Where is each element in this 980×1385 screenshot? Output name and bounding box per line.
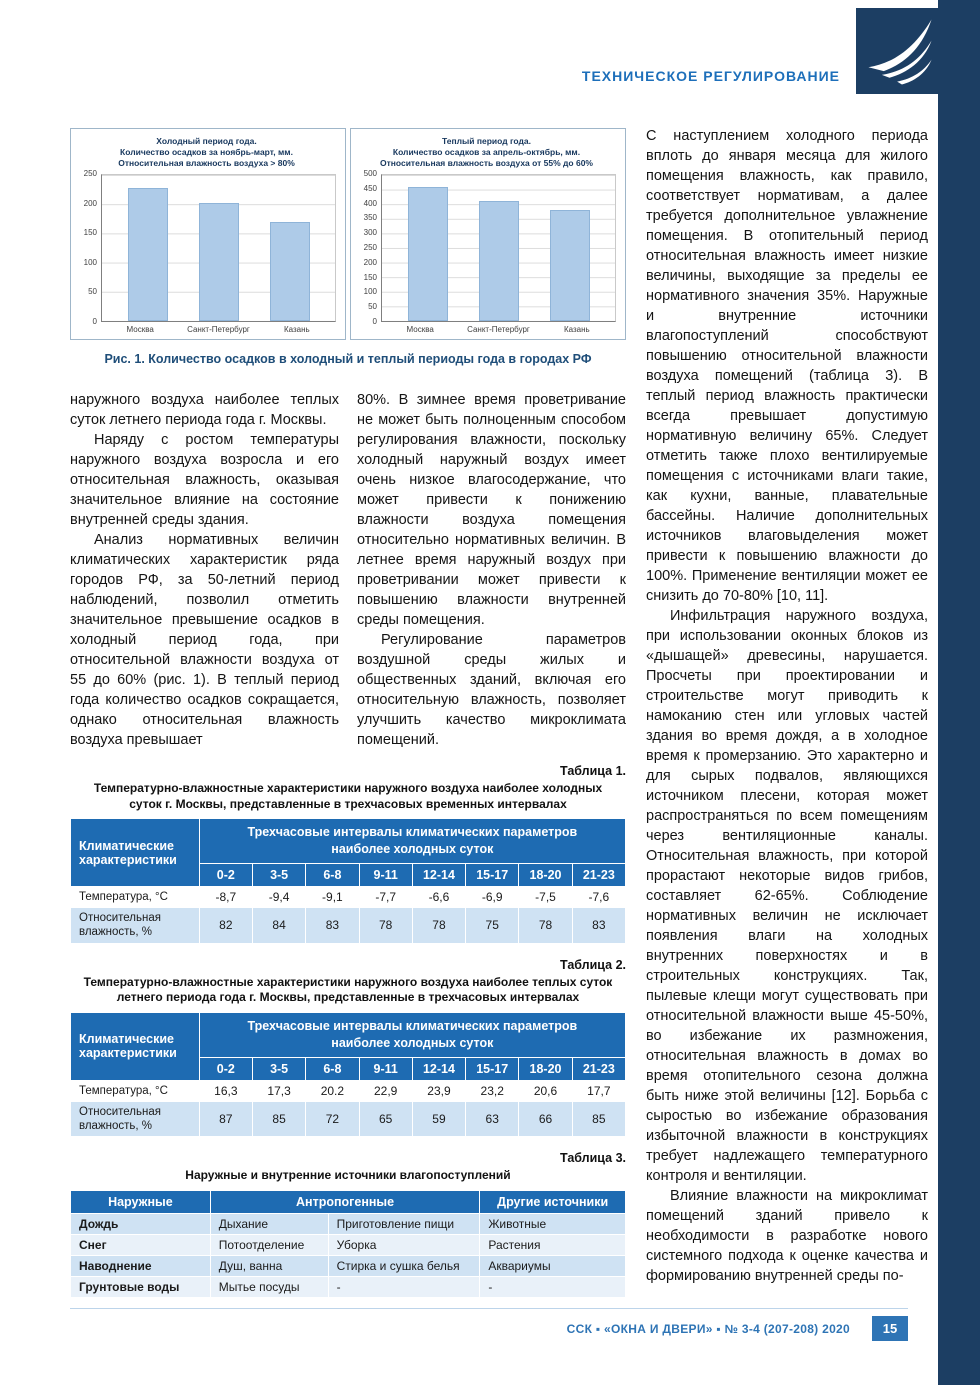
cell: 87 — [199, 1101, 252, 1137]
table-row — [71, 1255, 626, 1276]
interval-cell: 21-23 — [572, 863, 625, 886]
page-number-box: 15 — [872, 1316, 908, 1341]
cell: Наводнение — [71, 1255, 211, 1276]
table-1-label: Таблица 1. — [560, 764, 626, 778]
interval-cell: 21-23 — [572, 1057, 625, 1080]
x-axis — [357, 325, 616, 334]
interval-cell: 9-11 — [359, 863, 412, 886]
interval-cell: 6-8 — [306, 863, 359, 886]
chart-title-line: Относительная влажность воздуха от 55% до 60% — [379, 158, 593, 169]
bar — [199, 203, 239, 321]
row-label-cell: Относительная влажность, % — [71, 1101, 200, 1137]
y-tick-label: 150 — [363, 272, 377, 282]
bar — [408, 187, 448, 321]
table-2-title: Температурно-влажностные характеристики наружного воздуха наиболее теплых суток летнего периода года г. Москвы, представленные в трехчасовых интервалах — [83, 974, 613, 1005]
chart-title — [77, 136, 336, 169]
table-row — [71, 1080, 626, 1101]
y-tick-label: 0 — [92, 316, 97, 326]
cell: 85 — [252, 1101, 305, 1137]
interval-cell: 3-5 — [252, 863, 305, 886]
cell: Дождь — [71, 1213, 211, 1234]
plot-row — [357, 169, 616, 326]
cell: Стирка и сушка белья — [328, 1255, 480, 1276]
footer-credit: ССК ▪ «ОКНА И ДВЕРИ» ▪ № 3-4 (207-208) 2020 — [566, 1321, 850, 1336]
x-axis-label: Казань — [283, 325, 310, 334]
header-cell: Антропогенные — [210, 1190, 480, 1213]
interval-cell: 9-11 — [359, 1057, 412, 1080]
cell: Приготовление пищи — [328, 1213, 480, 1234]
chart-title-line: Количество осадков за апрель-октябрь, мм. — [392, 147, 581, 158]
cell: 85 — [572, 1101, 625, 1137]
cell: 78 — [359, 907, 412, 943]
y-tick-label: 100 — [363, 287, 377, 297]
table-row — [71, 886, 626, 907]
cell: 78 — [412, 907, 465, 943]
interval-cell: 18-20 — [519, 863, 572, 886]
body-columns — [70, 390, 626, 750]
y-tick-label: 0 — [372, 316, 377, 326]
cell: 75 — [466, 907, 519, 943]
y-tick-label: 400 — [363, 198, 377, 208]
cell: 22,9 — [359, 1080, 412, 1101]
chart-title-line: Теплый период года. — [442, 136, 531, 146]
group-header-cell: Трехчасовые интервалы климатических параметров наиболее холодных суток — [199, 1012, 625, 1057]
cell: 83 — [572, 907, 625, 943]
text-column-2 — [357, 390, 626, 750]
interval-cell: 3-5 — [252, 1057, 305, 1080]
row-label-cell: Температура, °С — [71, 1080, 200, 1101]
row-label-cell: Температура, °С — [71, 886, 200, 907]
text-column-1 — [70, 390, 339, 750]
interval-cell: 0-2 — [199, 1057, 252, 1080]
chart-warm-period — [350, 128, 626, 340]
cell: Растения — [480, 1234, 626, 1255]
cell: - — [328, 1276, 480, 1297]
header-cell: Наружные — [71, 1190, 211, 1213]
bars-group — [382, 175, 615, 321]
interval-cell: 12-14 — [412, 863, 465, 886]
x-axis — [77, 325, 336, 334]
paragraph: Регулирование параметров воздушной среды жилых и общественных зданий, включая его относительную влажность, позволяет улучшить качество микроклимата помещений. — [357, 632, 626, 748]
paragraph: наружного воздуха наиболее теплых суток летнего периода года г. Москвы. — [70, 392, 339, 428]
cell: Аквариумы — [480, 1255, 626, 1276]
interval-cell: 15-17 — [466, 1057, 519, 1080]
y-tick-label: 200 — [363, 257, 377, 267]
group-header-cell: Трехчасовые интервалы климатических параметров наиболее холодных суток — [199, 819, 625, 864]
paragraph: Наряду с ростом температуры наружного воздуха возросла и его относительная влажность, оказывая значительное влияние на состояние внутренней среды здания. — [70, 432, 339, 528]
chart-title-line: Холодный период года. — [156, 136, 257, 146]
cell: Дыхание — [210, 1213, 328, 1234]
paragraph: С наступлением холодного периода вплоть до января месяца для жилого помещения влажность, как правило, соответствует нормативам, а далее требуется дополнительное увлажнение помещения. В отопительный период относительная влажность имеет низкие величины, выходящие за пределы ее нормативного значения 35%. Наружные и внутренние источники влагопоступлений способствуют повышению относительной влажности воздуха помещений (таблица 3). В теплый период влажность практически всегда превышает допустимую нормативную величину 65%. Следует отметить также плохо вентилируемые помещения с источниками влаги такие, как кухни, ванные, плавательные бассейны. Наличие дополнительных источников влаговыделения может привести к повышению влажности до 100%. Применение вентиляции может ее снизить до 70-80% [10, 11]. — [646, 128, 928, 604]
cell: 65 — [359, 1101, 412, 1137]
cell: Потоотделение — [210, 1234, 328, 1255]
cell: 72 — [306, 1101, 359, 1137]
paragraph: 80%. В зимнее время проветривание не может быть полноценным способом регулирования влажности, поскольку холодный наружный воздух имеет очень низкое влагосодержание, что может привести к понижению влажности воздуха помещения относительно нормативных величин. В летнее время наружный воздух при проветривании может привести к повышению влажности внутренней среды помещения. — [357, 392, 626, 628]
table-1-title: Температурно-влажностные характеристики наружного воздуха наиболее холодных суток г. Москвы, представленные в трехчасовых временных интервалах — [93, 781, 603, 811]
cell: 16,3 — [199, 1080, 252, 1101]
cell: 20,6 — [519, 1080, 572, 1101]
table-2 — [70, 1012, 626, 1138]
table-1 — [70, 818, 626, 944]
y-tick-label: 100 — [83, 257, 97, 267]
table-row — [71, 1276, 626, 1297]
cell: 17,7 — [572, 1080, 625, 1101]
cell: Снег — [71, 1234, 211, 1255]
cell: 66 — [519, 1101, 572, 1137]
interval-cell: 18-20 — [519, 1057, 572, 1080]
table-3-label: Таблица 3. — [560, 1151, 626, 1166]
bar — [479, 201, 519, 321]
paragraph: Анализ нормативных величин климатических характеристик ряда городов РФ, за 50-летний период наблюдений, позволил отметить значительное превышение осадков в холодный период года, при относительной влажности воздуха от 55 до 60% (рис. 1). В теплый период года количество осадков сокращается, однако относительная влажность воздуха превышает — [70, 532, 339, 748]
cell: 83 — [306, 907, 359, 943]
text-column-3 — [646, 126, 928, 1286]
chart-title-line: Количество осадков за ноябрь-март, мм. — [120, 147, 293, 158]
table-row — [71, 1101, 626, 1137]
bar — [128, 188, 168, 321]
interval-cell: 15-17 — [466, 863, 519, 886]
plot-area — [381, 174, 616, 322]
cell: Душ, ванна — [210, 1255, 328, 1276]
y-tick-label: 250 — [363, 243, 377, 253]
y-axis — [357, 170, 381, 326]
chart-cold-period — [70, 128, 346, 340]
plot-row — [77, 169, 336, 326]
table-header-row — [71, 1012, 626, 1057]
table-2-label: Таблица 2. — [560, 957, 626, 972]
cell: -9,4 — [252, 886, 305, 907]
y-tick-label: 450 — [363, 183, 377, 193]
chart-title-line: Относительная влажность воздуха > 80% — [118, 158, 295, 169]
cell: 23,2 — [466, 1080, 519, 1101]
cell: -7,5 — [519, 886, 572, 907]
cell: 23,9 — [412, 1080, 465, 1101]
y-axis — [77, 170, 101, 326]
table-row — [71, 907, 626, 943]
y-tick-label: 50 — [368, 302, 377, 312]
section-title: ТЕХНИЧЕСКОЕ РЕГУЛИРОВАНИЕ — [581, 68, 840, 84]
side-strip — [938, 0, 980, 1385]
bar — [270, 222, 310, 321]
paragraph: Влияние влажности на микроклимат помещений зданий привело к необходимости в разработке нового системного подхода к оценке качества и формированию внутренней среды по- — [646, 1188, 928, 1284]
figure-caption: Рис. 1. Количество осадков в холодный и теплый периоды года в городах РФ — [104, 352, 592, 366]
paragraph: Инфильтрация наружного воздуха, при использовании оконных блоков из «дышащей» древесины, нарушается. Просчеты при проектировании и строительстве могут приводить к намоканию стен или угловых частей здания во время дождя, а в холодное время к промерзанию. Это характерно и для сырых подвалов, являющихся источником плесени, которая может распространяться по всем помещениям через вентиляционные каналы. Относительная влажность, при которой прорастают некоторые видов грибов, составляет 62-65%. Соблюдение нормативных величин не исключает появления влаги на холодных внутренних поверхностях и в строительных конструкциях. Так, пылевые клещи могут существовать при относительной влажности выше 45-50%, во избежание их размножения, относительная влажность в домах во время отопительного сезона должна быть ниже этой величины [12]. Борьба с сыростью во избежание образования избыточной влажности в конструкциях требует надлежащего температурного контроля и вентиляции. — [646, 608, 928, 1184]
table-row — [71, 1213, 626, 1234]
cell: -9,1 — [306, 886, 359, 907]
cell: -6,9 — [466, 886, 519, 907]
swoosh-bird-icon — [856, 8, 944, 94]
cell: Мытье посуды — [210, 1276, 328, 1297]
cell: 17,3 — [252, 1080, 305, 1101]
plot-area — [101, 174, 336, 322]
y-tick-label: 150 — [83, 228, 97, 238]
interval-cell: 6-8 — [306, 1057, 359, 1080]
y-tick-label: 350 — [363, 213, 377, 223]
cell: 59 — [412, 1101, 465, 1137]
x-axis-label: Москва — [126, 325, 154, 334]
header-cell: Другие источники — [480, 1190, 626, 1213]
cell: -7,6 — [572, 886, 625, 907]
cell: 84 — [252, 907, 305, 943]
table-3-title: Наружные и внутренние источники влагопоступлений — [185, 1168, 511, 1183]
cell: 63 — [466, 1101, 519, 1137]
y-tick-label: 200 — [83, 198, 97, 208]
chart-title — [357, 136, 616, 169]
x-axis-label: Санкт-Петербург — [187, 325, 250, 334]
cell: -8,7 — [199, 886, 252, 907]
x-axis-label: Санкт-Петербург — [467, 325, 530, 334]
cell: Грунтовые воды — [71, 1276, 211, 1297]
cell: 82 — [199, 907, 252, 943]
y-tick-label: 500 — [363, 169, 377, 179]
footer — [70, 1308, 908, 1341]
figure-1 — [70, 128, 626, 340]
bars-group — [102, 175, 335, 321]
cell: Животные — [480, 1213, 626, 1234]
table-header-row — [71, 819, 626, 864]
table-row — [71, 1234, 626, 1255]
corner-header-cell: Климатические характеристики — [71, 1012, 200, 1080]
y-tick-label: 250 — [83, 169, 97, 179]
interval-cell: 0-2 — [199, 863, 252, 886]
x-axis-label: Казань — [563, 325, 590, 334]
publisher-logo — [856, 8, 944, 94]
x-axis-label: Москва — [406, 325, 434, 334]
cell: - — [480, 1276, 626, 1297]
bar — [550, 210, 590, 321]
corner-header-cell: Климатические характеристики — [71, 819, 200, 887]
row-label-cell: Относительная влажность, % — [71, 907, 200, 943]
interval-cell: 12-14 — [412, 1057, 465, 1080]
y-tick-label: 50 — [88, 287, 97, 297]
y-tick-label: 300 — [363, 228, 377, 238]
main-content-area — [70, 128, 626, 1298]
table-header-row — [71, 1190, 626, 1213]
cell: -6,6 — [412, 886, 465, 907]
cell: 78 — [519, 907, 572, 943]
cell: Уборка — [328, 1234, 480, 1255]
table-3 — [70, 1190, 626, 1298]
cell: 20.2 — [306, 1080, 359, 1101]
cell: -7,7 — [359, 886, 412, 907]
